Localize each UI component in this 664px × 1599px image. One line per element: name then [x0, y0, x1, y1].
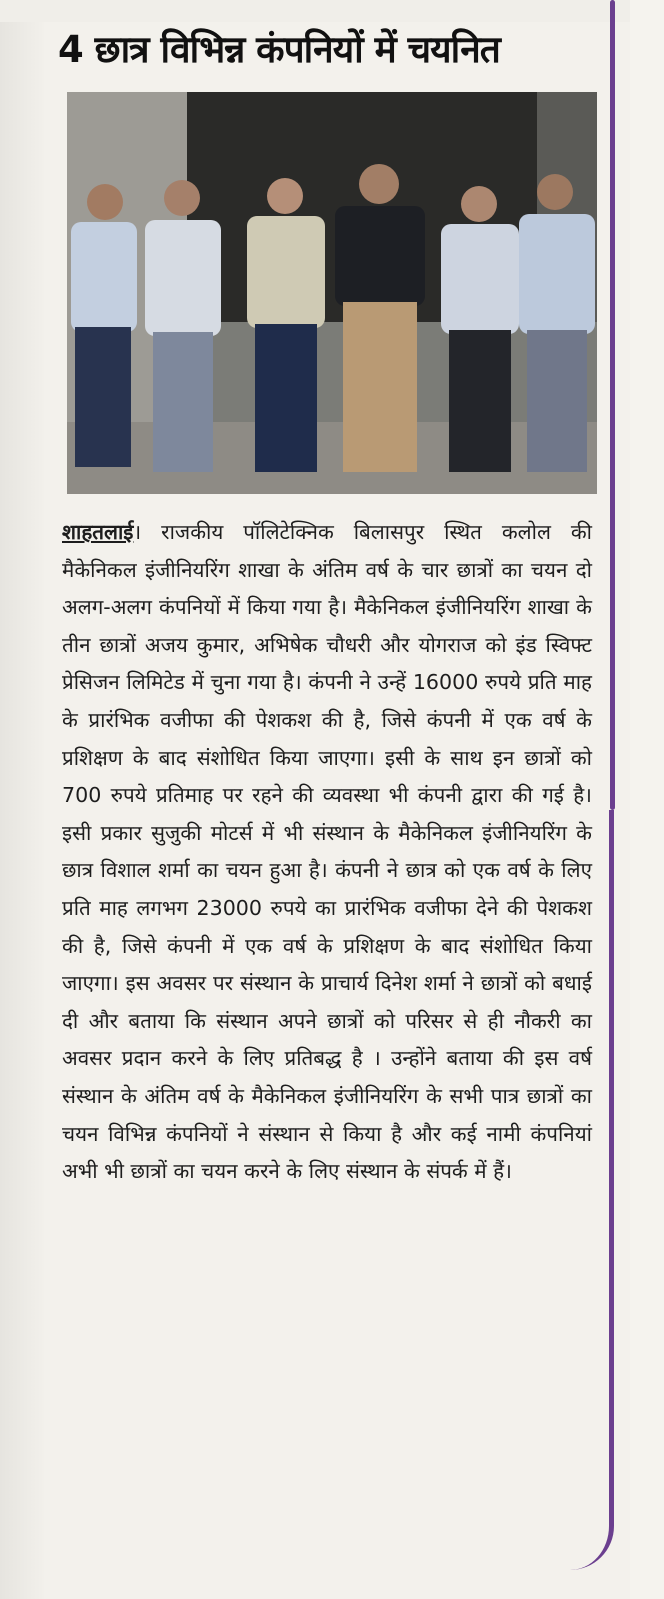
article-body-text: । राजकीय पॉलिटेक्निक बिलासपुर स्थित कलोल की मैकेनिकल इंजीनियरिंग शाखा के अंतिम वर्ष के चार छात्रों का चयन दो अलग-अलग कंपनियों में किया गया है। मैकेनिकल इंजीनियरिंग शाखा के तीन छात्रों अजय कुमार, अभिषेक चौधरी और योगराज को इंड स्विफ्ट प्रेसिजन लिमिटेड में चुना गया है। कंपनी ने उन्हें 16000 रुपये प्रति माह के प्रारंभिक वजीफा की पेशकश की है, जिसे कंपनी में एक वर्ष के प्रशिक्षण के बाद संशोधित किया जाएगा। इसी के साथ इन छात्रों को 700 रुपये प्रतिमाह पर रहने की व्यवस्था भी कंपनी द्वारा की गई है। इसी प्रकार सुजुकी मोटर्स में भी संस्थान के मैकेनिकल इंजीनियरिंग के छात्र विशाल शर्मा का चयन हुआ है। कंपनी ने छात्र को एक वर्ष के लिए प्रति माह लगभग 23000 रुपये का प्रारंभिक वजीफा देने की पेशकश की है, जिसे कंपनी में एक वर्ष के प्रशिक्षण के बाद संशोधित किया जाएगा। इस अवसर पर संस्थान के प्राचार्य दिनेश शर्मा ने छात्रों को बधाई दी और बताया कि संस्थान अपने छात्रों को परिसर से ही नौकरी का अवसर प्रदान करने के लिए प्रतिबद्ध है । उन्होंने बताया की इस वर्ष संस्थान के अंतिम वर्ष के मैकेनिकल इंजीनियरिंग के सभी पात्र छात्रों का चयन विभिन्न कंपनियों ने संस्थान से किया है और कई नामी कंपनियां अभी भी छात्रों का चयन करने के लिए संस्थान के संपर्क में हैं। — [62, 520, 592, 1184]
article-headline: 4 छात्र विभिन्न कंपनियों में चयनित — [58, 28, 500, 71]
page-left-margin — [0, 0, 44, 1599]
adjacent-column-edge — [630, 0, 664, 1599]
column-rule — [610, 0, 615, 810]
article-body — [62, 514, 592, 1191]
dateline: शाहतलाई — [62, 520, 134, 544]
article-photo — [67, 92, 597, 494]
